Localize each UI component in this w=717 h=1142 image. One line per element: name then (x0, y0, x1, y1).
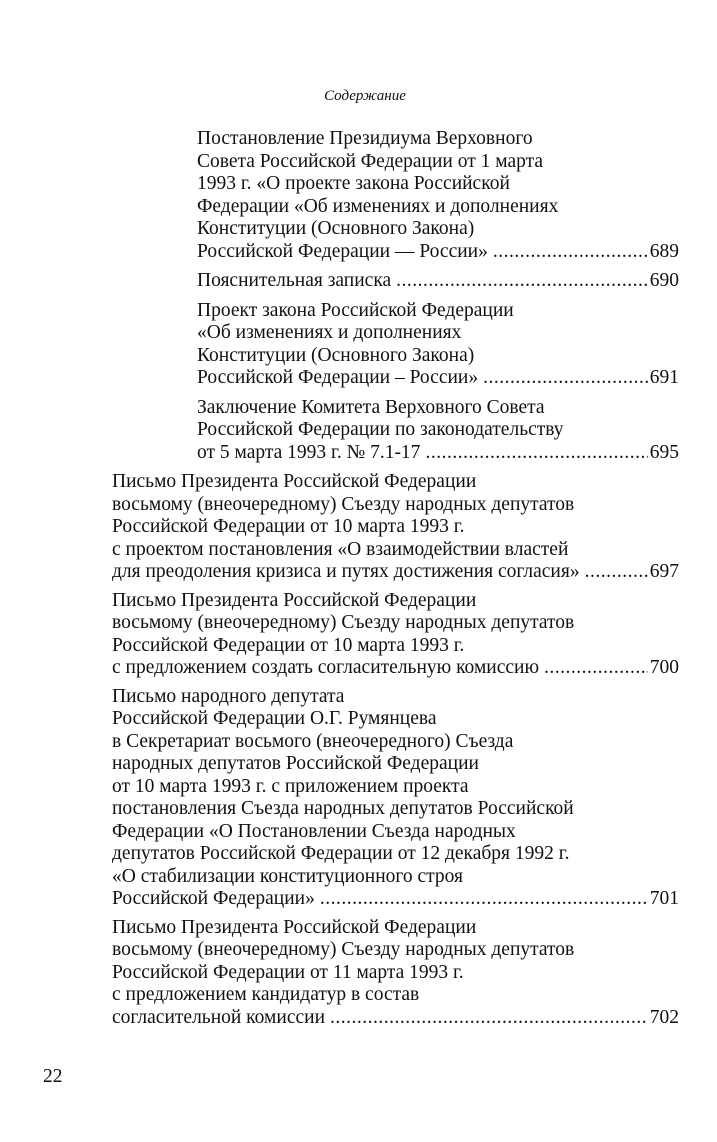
toc-entry-line: Конституции (Основного Закона) (197, 344, 475, 366)
dot-leader (320, 888, 648, 911)
toc-entry-line: Заключение Комитета Верховного Совета (197, 396, 545, 418)
toc-entry-line: Письмо Президента Российской Федерации (112, 589, 477, 611)
toc-page-number: 701 (649, 888, 679, 909)
toc-entry-line: Российской Федерации по законодательству (197, 419, 564, 440)
toc-page-number: 702 (649, 1006, 679, 1028)
dot-leader (396, 270, 648, 293)
table-of-contents (0, 128, 717, 1035)
toc-entry[interactable] (112, 917, 679, 1030)
toc-entry-line: 1993 г. «О проекте закона Российской (197, 173, 510, 194)
toc-entry-last-line (197, 241, 679, 264)
toc-entry-last-line (197, 270, 679, 293)
toc-entry-line: с предложением создать согласительную комиссию (112, 657, 540, 678)
toc-entry-last-line (197, 367, 679, 390)
toc-entry[interactable] (197, 270, 679, 293)
toc-entry-line: «Об изменениях и дополнениях (197, 322, 462, 343)
toc-entry-line: восьмому (внеочередному) Съезду народных депутатов (112, 939, 575, 960)
toc-entry[interactable] (112, 686, 679, 911)
dot-leader (544, 657, 648, 680)
toc-entry-line: от 10 марта 1993 г. с приложением проекта (112, 775, 469, 797)
toc-entry[interactable] (112, 471, 679, 584)
toc-entry-line: с проектом постановления «О взаимодействии властей (112, 538, 569, 560)
toc-entry-line: Российской Федерации от 10 марта 1993 г. (112, 634, 465, 656)
page-number: 22 (43, 1066, 63, 1087)
toc-entry-line: Российской Федерации — России» (197, 240, 488, 262)
toc-entry-last-line (112, 1007, 679, 1030)
toc-entry-line: в Секретариат восьмого (внеочередного) Съезда (112, 730, 514, 752)
toc-entry-last-line (112, 888, 679, 911)
toc-page-number: 691 (649, 367, 679, 388)
toc-entry-line: Пояснительная записка (197, 270, 392, 291)
toc-entry-line: согласительной комиссии (112, 1006, 326, 1028)
toc-entry-line: Российской Федерации от 11 марта 1993 г. (112, 961, 464, 983)
toc-entry-last-line (112, 657, 679, 680)
toc-entry-line: «О стабилизации конституционного строя (112, 865, 464, 887)
toc-page-number: 700 (649, 657, 679, 678)
toc-entry-line: Российской Федерации О.Г. Румянцева (112, 708, 437, 729)
toc-entry-line: от 5 марта 1993 г. № 7.1-17 (197, 441, 421, 463)
dot-leader (330, 1007, 648, 1030)
toc-entry-line: Проект закона Российской Федерации (197, 299, 514, 321)
toc-entry-line: Письмо Президента Российской Федерации (112, 916, 477, 938)
toc-entry-line: восьмому (внеочередному) Съезду народных депутатов (112, 493, 575, 515)
toc-entry-line: народных депутатов Российской Федерации (112, 753, 479, 774)
dot-leader (585, 561, 648, 584)
running-head: Содержание (324, 88, 406, 104)
dot-leader (483, 367, 648, 390)
toc-page-number: 695 (649, 441, 679, 463)
toc-entry-last-line (112, 561, 679, 584)
toc-entry-line: Постановление Президиума Верховного (197, 128, 533, 149)
toc-entry-line: восьмому (внеочередному) Съезду народных депутатов (112, 612, 575, 633)
toc-entry-line: Письмо Президента Российской Федерации (112, 471, 477, 492)
toc-entry[interactable] (112, 590, 679, 680)
toc-entry-line: постановления Съезда народных депутатов Российской (112, 798, 574, 819)
toc-page-number: 689 (649, 240, 679, 262)
toc-page-number: 690 (649, 270, 679, 291)
toc-entry-line: Письмо народного депутата (112, 685, 345, 707)
toc-page-number: 697 (649, 561, 679, 582)
dot-leader (425, 442, 647, 465)
toc-entry-line: Российской Федерации от 10 марта 1993 г. (112, 516, 465, 537)
toc-entry-line: депутатов Российской Федерации от 12 декабря 1992 г. (112, 843, 570, 864)
toc-entry-line: с предложением кандидатур в состав (112, 984, 420, 1005)
toc-entry-line: Российской Федерации» (112, 888, 315, 909)
toc-entry-line: для преодоления кризиса и путях достижения согласия» (112, 561, 580, 582)
toc-entry-line: Конституции (Основного Закона) (197, 218, 475, 239)
toc-entry-line: Федерации «Об изменениях и дополнениях (197, 195, 559, 217)
toc-entry-line: Совета Российской Федерации от 1 марта (197, 150, 544, 172)
toc-entry[interactable] (197, 397, 679, 465)
toc-entry-line: Федерации «О Постановлении Съезда народных (112, 820, 516, 842)
dot-leader (493, 241, 648, 264)
toc-entry[interactable] (197, 128, 679, 263)
toc-entry[interactable] (197, 300, 679, 390)
toc-entry-last-line (197, 442, 679, 465)
toc-entry-line: Российской Федерации – России» (197, 367, 479, 388)
